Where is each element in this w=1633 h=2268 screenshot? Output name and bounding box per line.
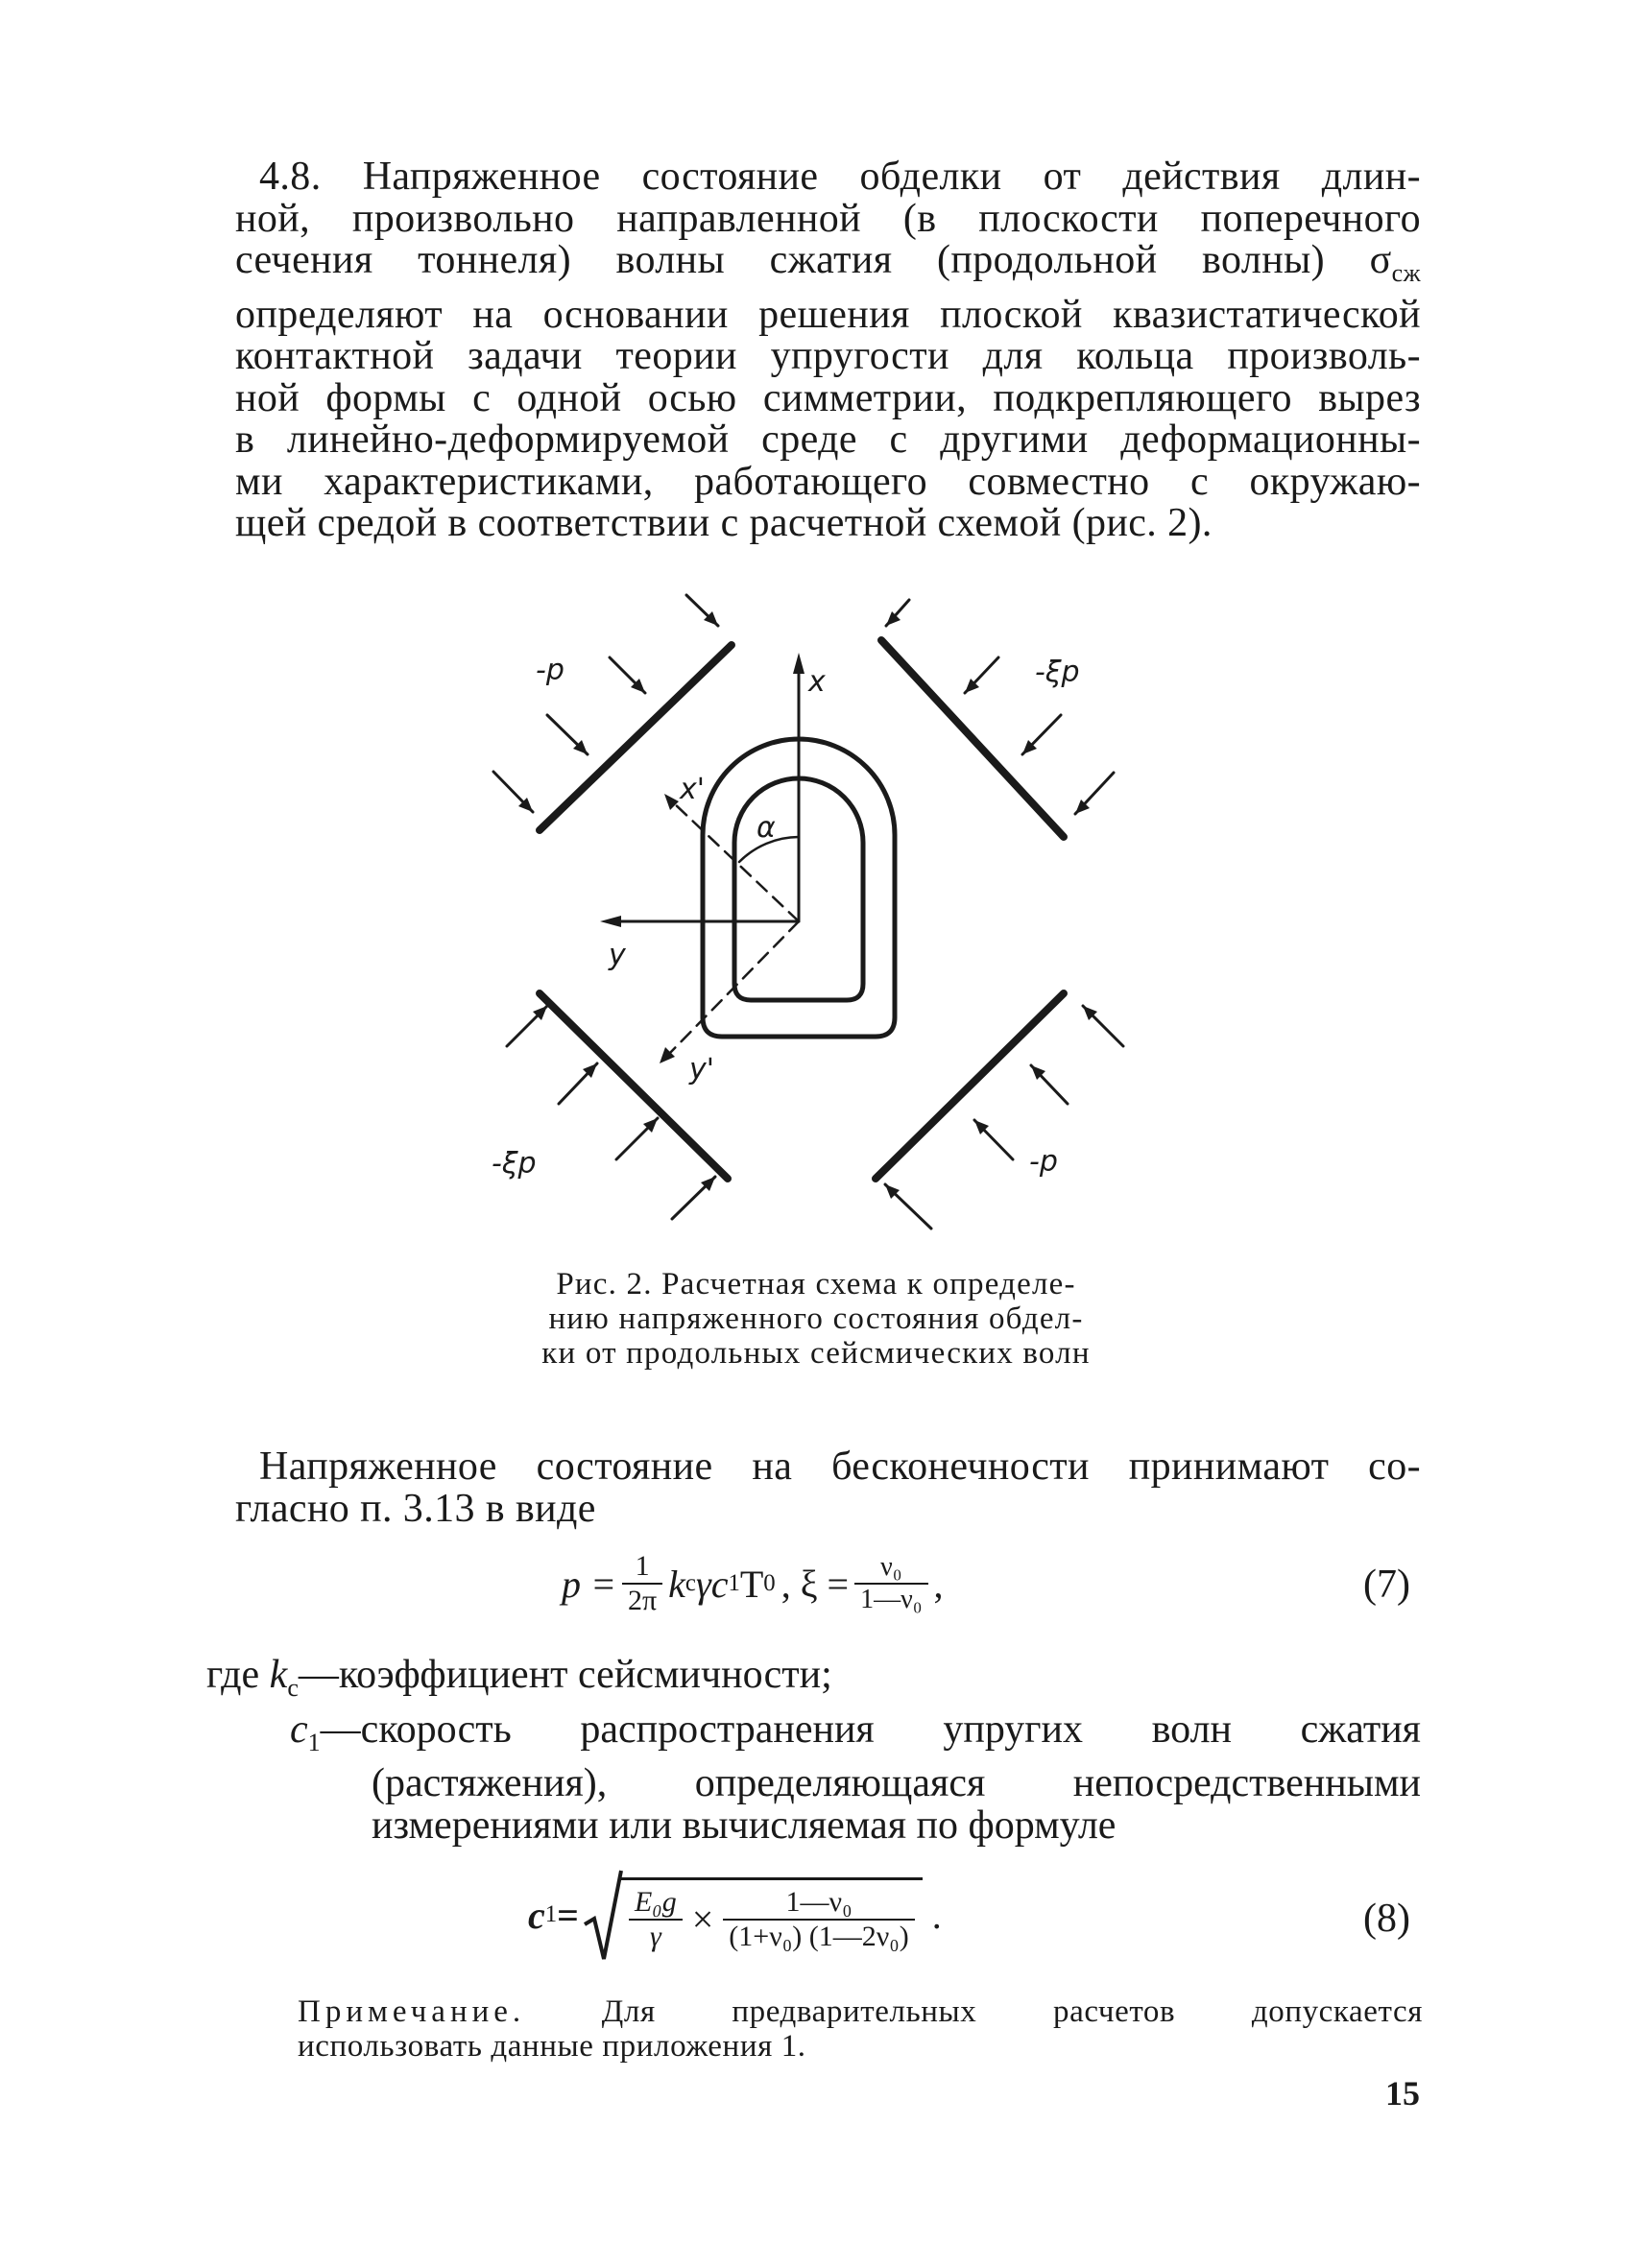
label-minus-xi-p-top-right: -ξp [1035, 656, 1080, 689]
formula7-xi-den: 1—ν₀ [860, 1585, 923, 1614]
formula7-lhs: p = [562, 1562, 616, 1606]
formula8-end: . [931, 1893, 942, 1937]
para-line: определяют на основании решения плоской квазистатической [235, 292, 1421, 337]
para-line: ной, произвольно направленной (в плоскости поперечного [235, 196, 1421, 241]
label-minus-p-top-left: -p [536, 654, 564, 687]
formula8-times: × [691, 1898, 714, 1941]
definition-c1 [206, 1709, 1421, 1764]
formula-8 [528, 1867, 942, 1963]
section-4-8-paragraph [235, 156, 1421, 545]
arrows-bottom-right [885, 1006, 1123, 1229]
caption-line: Рис. 2. Расчетная схема к определе- [556, 1267, 1076, 1301]
definition-list [206, 1655, 1421, 1847]
label-y-prime: y' [689, 1053, 715, 1086]
para-line: 4.8. Напряженное состояние обделки от действия длин- [259, 155, 1421, 199]
definition-symbol-sub: c [287, 1674, 299, 1703]
formula8-frac2-num: 1—ν₀ [723, 1886, 914, 1921]
note-text: Для предварительных расчетов допускается [525, 1994, 1423, 2029]
definition-text: —скорость распространения упругих волн сжатия [320, 1707, 1421, 1752]
definition-text: —коэффициент сейсмичности; [298, 1653, 832, 1697]
label-y-axis: y [609, 939, 626, 972]
para-line: Напряженное состояние на бесконечности принимают со- [259, 1444, 1421, 1489]
formula8-eq: = [557, 1893, 579, 1937]
note-line-2: использовать данные приложения 1. [298, 2029, 806, 2064]
caption-line: нию напряженного состояния обдел- [548, 1301, 1084, 1336]
formula7-frac-den: 2π [628, 1585, 658, 1616]
definition-continuation [206, 1763, 1421, 1847]
label-x-axis: x [808, 665, 826, 699]
sigma-subscript: сж [1391, 259, 1421, 288]
formula8-frac2-den: (1+ν₀) (1—2ν₀) [729, 1920, 909, 1952]
figure-caption [509, 1267, 1123, 1371]
para-line: контактной задачи теории упругости для кольца произволь- [235, 334, 1421, 379]
page-number: 15 [1385, 2074, 1420, 2113]
definition-symbol-sub: 1 [307, 1728, 321, 1756]
label-minus-p-bottom-right: -p [1029, 1145, 1058, 1179]
formula7-kc-sub: c [684, 1570, 696, 1596]
formula8-frac1 [629, 1886, 683, 1953]
equation-number-8: (8) [1363, 1897, 1410, 1941]
para-line: ной формы с одной осью симметрии, подкрепляющего вырез [235, 375, 1421, 420]
equation-number-7: (7) [1363, 1563, 1410, 1607]
note-line-1 [298, 1994, 1423, 2029]
para-line: щей средой в соответствии с расчетной схемой (рис. 2). [235, 501, 1213, 546]
infinity-stress-paragraph [235, 1444, 1421, 1531]
formula8-radicand [619, 1877, 923, 1953]
formula7-t0-sub: 0 [763, 1570, 776, 1596]
definition-kc [206, 1655, 1421, 1709]
para-line: ми характеристиками, работающего совместно с окружаю- [235, 459, 1421, 504]
definition-cont-line: измерениями или вычисляемая по формуле [372, 1802, 1117, 1848]
radical-sign-icon [583, 1869, 623, 1961]
para-line-text: сечения тоннеля) волны сжатия (продольной волны) σ [235, 238, 1392, 282]
formula8-frac1-den: γ [649, 1920, 661, 1952]
caption-line: ки от продольных сейсмических волн [541, 1336, 1091, 1371]
formula8-lhs-sub: 1 [544, 1901, 558, 1927]
formula7-frac-num: 1 [622, 1550, 662, 1585]
formula7-xi-fraction [854, 1552, 927, 1615]
note-label: Примечание. [298, 1994, 526, 2029]
formula7-k: k [668, 1562, 685, 1606]
formula7-xi: , ξ = [780, 1562, 850, 1606]
definition-symbol: k [269, 1653, 288, 1697]
definition-prefix: где [206, 1653, 270, 1697]
arrows-top-right [886, 600, 1114, 814]
formula8-frac1-num: E₀g [629, 1886, 683, 1921]
para-line: гласно п. 3.13 в виде [235, 1486, 596, 1531]
note [298, 1994, 1423, 2064]
formula7-gamma-c: γc [695, 1562, 729, 1606]
formula7-t: T [739, 1562, 764, 1606]
para-line: в линейно-деформируемой среде с другими деформационны- [235, 418, 1421, 463]
figure-2-diagram [480, 585, 1152, 1257]
definition-cont-line: (растяжения), определяющаяся непосредственными [372, 1761, 1421, 1806]
label-minus-xi-p-bottom-left: -ξp [492, 1147, 537, 1181]
formula7-end: , [933, 1562, 944, 1606]
para-line [235, 240, 1421, 295]
definition-symbol: c [290, 1707, 308, 1752]
formula7-xi-num: ν₀ [854, 1552, 927, 1585]
formula-7 [562, 1540, 944, 1627]
formula8-frac2 [723, 1886, 914, 1953]
formula7-fraction [622, 1550, 662, 1617]
label-x-prime: x' [680, 773, 706, 806]
label-alpha: α [756, 811, 776, 845]
formula8-lhs: c [528, 1893, 545, 1937]
formula7-c1-sub: 1 [728, 1570, 740, 1596]
